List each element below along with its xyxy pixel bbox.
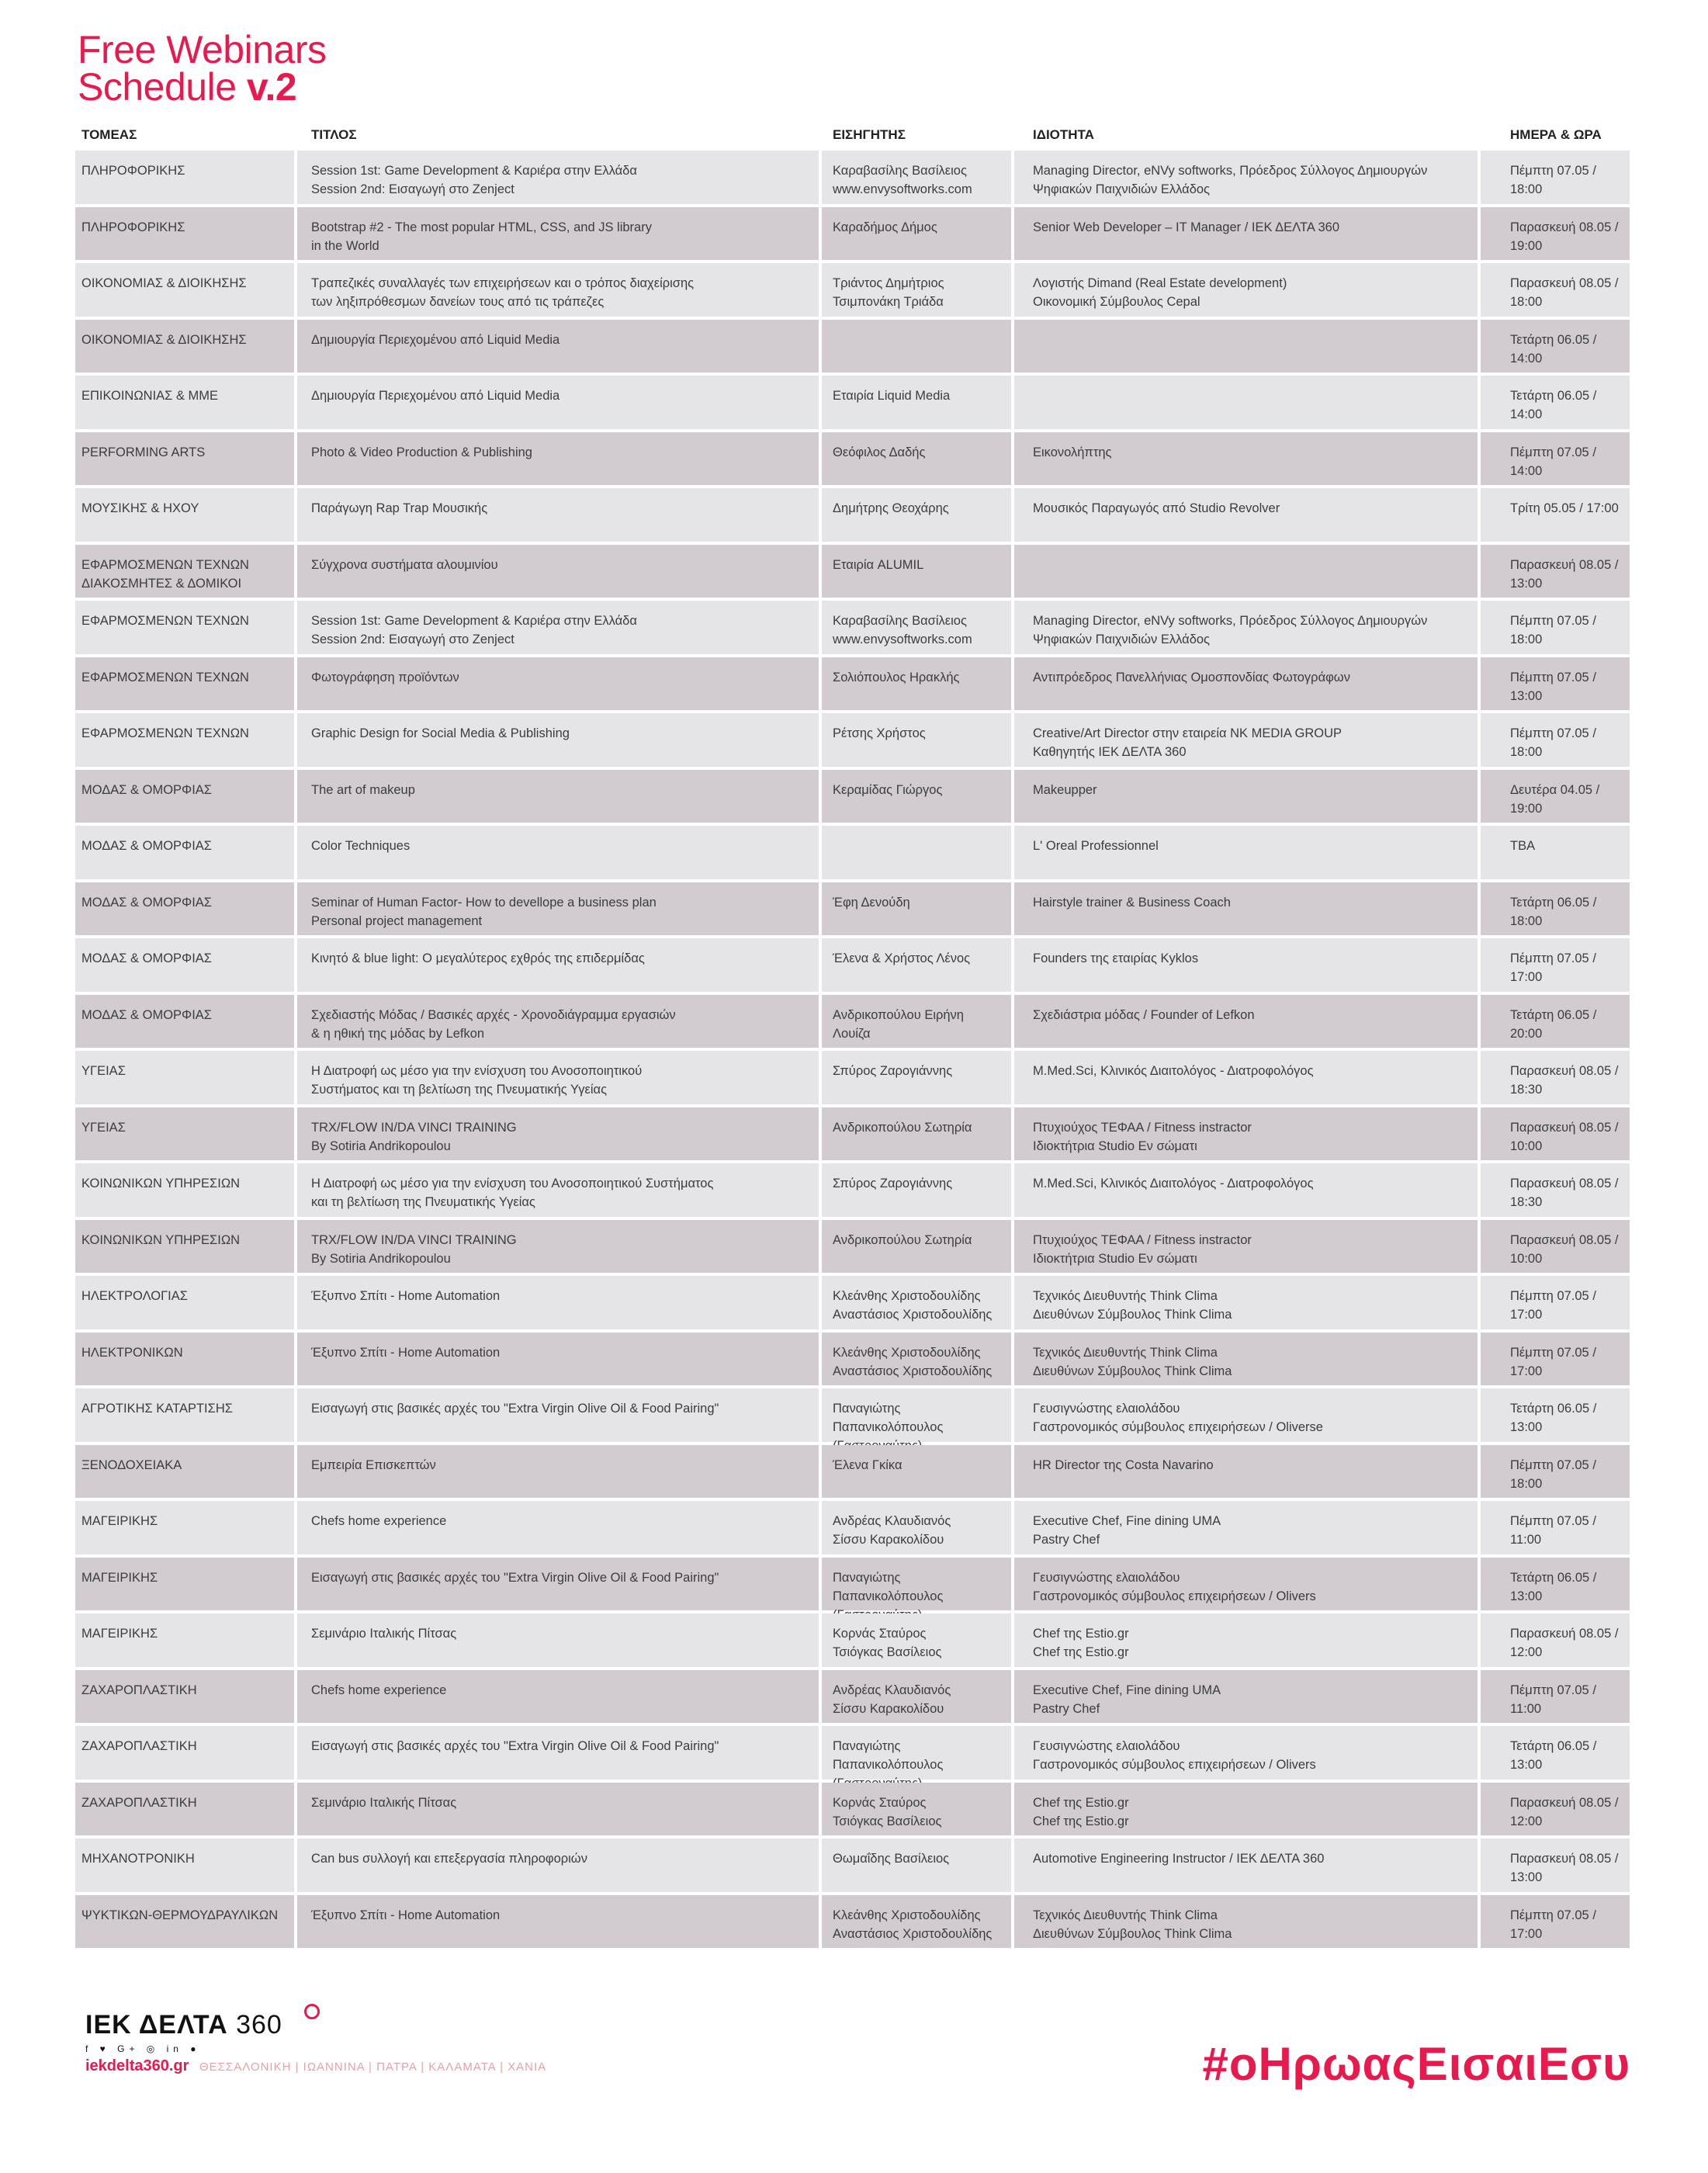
cell-title: Δημιουργία Περιεχομένου από Liquid Media: [297, 376, 819, 429]
table-row: [75, 938, 1630, 995]
table-row: [75, 1670, 1630, 1727]
cell-sector: PERFORMING ARTS: [75, 432, 294, 486]
cell-datetime: Παρασκευή 08.05 / 10:00: [1481, 1107, 1630, 1161]
table-row: [75, 713, 1630, 770]
cell-title: Έξυπνο Σπίτι - Home Automation: [297, 1895, 819, 1949]
cell-datetime: Πέμπτη 07.05 / 14:00: [1481, 432, 1630, 486]
cell-sector: ΕΦΑΡΜΟΣΜΕΝΩΝ ΤΕΧΝΩΝ: [75, 713, 294, 767]
table-row: [75, 1220, 1630, 1277]
cell-role: Executive Chef, Fine dining UMA Pastry Chef: [1014, 1670, 1478, 1724]
cell-role: Μουσικός Παραγωγός από Studio Revolver: [1014, 488, 1478, 542]
cell-speaker: Κεραμίδας Γιώργος: [822, 770, 1011, 823]
table-row: [75, 1839, 1630, 1895]
cell-datetime: Παρασκευή 08.05 / 12:00: [1481, 1783, 1630, 1836]
cell-title: The art of makeup: [297, 770, 819, 823]
cell-datetime: Τετάρτη 06.05 / 20:00: [1481, 995, 1630, 1048]
cell-speaker: Έλενα Γκίκα: [822, 1445, 1011, 1499]
cell-title: Εισαγωγή στις βασικές αρχές του "Extra Virgin Olive Oil & Food Pairing": [297, 1558, 819, 1611]
cell-sector: ΨΥΚΤΙΚΩΝ-ΘΕΡΜΟΥΔΡΑΥΛΙΚΩΝ: [75, 1895, 294, 1949]
cell-role: Αντιπρόεδρος Πανελλήνιας Ομοσπονδίας Φωτογράφων: [1014, 657, 1478, 711]
cell-role: [1014, 320, 1478, 373]
cell-datetime: Τετάρτη 06.05 / 14:00: [1481, 376, 1630, 429]
cell-datetime: Δευτέρα 04.05 / 19:00: [1481, 770, 1630, 823]
cell-role: HR Director της Costa Navarino: [1014, 1445, 1478, 1499]
cell-role: Πτυχιούχος ΤΕΦΑΑ / Fitness instractor Ιδιοκτήτρια Studio Εν σώματι: [1014, 1220, 1478, 1274]
cell-sector: ΜΟΔΑΣ & ΟΜΟΡΦΙΑΣ: [75, 770, 294, 823]
cell-role: Chef της Estio.gr Chef της Estio.gr: [1014, 1783, 1478, 1836]
cell-sector: ΕΦΑΡΜΟΣΜΕΝΩΝ ΤΕΧΝΩΝ: [75, 657, 294, 711]
cell-role: M.Med.Sci, Κλινικός Διαιτολόγος - Διατροφολόγος: [1014, 1051, 1478, 1104]
cell-speaker: Έλενα & Χρήστος Λένος: [822, 938, 1011, 992]
table-row: [75, 1895, 1630, 1952]
cell-speaker: Παναγιώτης Παπανικολόπουλος: [822, 1558, 1011, 1611]
cell-sector: ΖΑΧΑΡΟΠΛΑΣΤΙΚΗ: [75, 1783, 294, 1836]
cell-datetime: Πέμπτη 07.05 / 11:00: [1481, 1501, 1630, 1554]
cell-role: Managing Director, eNVy softworks, Πρόεδρος Σύλλογος Δημιουργών Ψηφιακών Παιχνιδιών Ελλάδος: [1014, 601, 1478, 654]
cell-datetime: Τετάρτη 06.05 / 13:00: [1481, 1726, 1630, 1780]
cell-speaker: Κλεάνθης Χριστοδουλίδης Αναστάσιος Χριστοδουλίδης: [822, 1276, 1011, 1329]
table-row: [75, 1163, 1630, 1220]
table-row: [75, 601, 1630, 657]
cell-datetime: Πέμπτη 07.05 / 11:00: [1481, 1670, 1630, 1724]
cell-datetime: Παρασκευή 08.05 / 13:00: [1481, 545, 1630, 598]
title-line-1: Free Webinars: [78, 28, 327, 71]
table-row: [75, 826, 1630, 882]
cell-role: Creative/Art Director στην εταιρεία NK MEDIA GROUP Καθηγητής ΙΕΚ ΔΕΛΤΑ 360: [1014, 713, 1478, 767]
cell-datetime: Παρασκευή 08.05 / 13:00: [1481, 1839, 1630, 1892]
cell-datetime: Τρίτη 05.05 / 17:00: [1481, 488, 1630, 542]
cell-title: Σεμινάριο Ιταλικής Πίτσας: [297, 1613, 819, 1667]
table-row: [75, 882, 1630, 939]
cell-datetime: Τετάρτη 06.05 / 18:00: [1481, 882, 1630, 936]
cell-title: Εισαγωγή στις βασικές αρχές του "Extra Virgin Olive Oil & Food Pairing": [297, 1388, 819, 1442]
cell-sector: ΟΙΚΟΝΟΜΙΑΣ & ΔΙΟΙΚΗΣΗΣ: [75, 320, 294, 373]
cell-sector: ΜΑΓΕΙΡΙΚΗΣ: [75, 1558, 294, 1611]
cell-role: Founders της εταιρίας Kyklos: [1014, 938, 1478, 992]
cell-datetime: Παρασκευή 08.05 / 18:30: [1481, 1051, 1630, 1104]
cell-title: Έξυπνο Σπίτι - Home Automation: [297, 1333, 819, 1386]
cell-speaker: Καραδήμος Δήμος: [822, 207, 1011, 261]
cell-sector: ΕΦΑΡΜΟΣΜΕΝΩΝ ΤΕΧΝΩΝ ΔΙΑΚΟΣΜΗΤΕΣ & ΔΟΜΙΚΟΙ: [75, 545, 294, 598]
table-row: [75, 1445, 1630, 1502]
cell-speaker: Εταιρία ALUMIL: [822, 545, 1011, 598]
cell-sector: ΚΟΙΝΩΝΙΚΩΝ ΥΠΗΡΕΣΙΩΝ: [75, 1220, 294, 1274]
logo-main: ΙΕΚ ΔΕΛΤΑ: [85, 2010, 228, 2040]
cell-role: Hairstyle trainer & Business Coach: [1014, 882, 1478, 936]
cell-role: Λογιστής Dimand (Real Estate development) Οικονομική Σύμβουλος Cepal: [1014, 263, 1478, 317]
table-row: [75, 432, 1630, 489]
cell-role: Senior Web Developer – IT Manager / ΙΕΚ ΔΕΛΤΑ 360: [1014, 207, 1478, 261]
table-row: [75, 1501, 1630, 1558]
cell-speaker: Καραβασίλης Βασίλειος www.envysoftworks.com: [822, 151, 1011, 204]
cell-title: Photo & Video Production & Publishing: [297, 432, 819, 486]
cell-title: TRX/FLOW IN/DA VINCI TRAINING By Sotiria Andrikopoulou: [297, 1107, 819, 1161]
cell-role: [1014, 545, 1478, 598]
cell-sector: ΕΦΑΡΜΟΣΜΕΝΩΝ ΤΕΧΝΩΝ: [75, 601, 294, 654]
cell-sector: ΕΠΙΚΟΙΝΩΝΙΑΣ & ΜΜΕ: [75, 376, 294, 429]
table-row: [75, 545, 1630, 601]
cell-speaker: Ρέτσης Χρήστος: [822, 713, 1011, 767]
cell-role: Makeupper: [1014, 770, 1478, 823]
header-sector: ΤΟΜΕΑΣ: [81, 127, 137, 142]
cell-speaker: Ανδρικοπούλου Σωτηρία: [822, 1220, 1011, 1274]
cell-title: Seminar of Human Factor- How to devellope a business plan Personal project management: [297, 882, 819, 936]
cell-datetime: Πέμπτη 07.05 / 17:00: [1481, 1895, 1630, 1949]
cell-datetime: Πέμπτη 07.05 / 17:00: [1481, 1333, 1630, 1386]
table-row: [75, 1558, 1630, 1614]
table-row: [75, 1333, 1630, 1389]
table-row: [75, 995, 1630, 1052]
cell-title: Η Διατροφή ως μέσο για την ενίσχυση του Ανοσοποιητικού Συστήματος και τη βελτίωση της Πνευματικής Υγείας: [297, 1163, 819, 1217]
cell-sector: ΜΟΥΣΙΚΗΣ & ΗΧΟΥ: [75, 488, 294, 542]
cell-title: Chefs home experience: [297, 1501, 819, 1554]
cell-title: Δημιουργία Περιεχομένου από Liquid Media: [297, 320, 819, 373]
cell-sector: ΜΑΓΕΙΡΙΚΗΣ: [75, 1613, 294, 1667]
cell-role: Γευσιγνώστης ελαιολάδου Γαστρονομικός σύμβουλος επιχειρήσεων / Olivers: [1014, 1558, 1478, 1611]
cell-speaker: Τριάντος Δημήτριος Τσιμπονάκη Τριάδα: [822, 263, 1011, 317]
cell-role: Τεχνικός Διευθυντής Think Clima Διευθύνων Σύμβουλος Think Clima: [1014, 1895, 1478, 1949]
cell-title: Φωτογράφηση προϊόντων: [297, 657, 819, 711]
footer-website-line: [85, 2057, 546, 2075]
cell-sector: ΜΑΓΕΙΡΙΚΗΣ: [75, 1501, 294, 1554]
cell-datetime: Πέμπτη 07.05 / 18:00: [1481, 151, 1630, 204]
cell-sector: ΜΟΔΑΣ & ΟΜΟΡΦΙΑΣ: [75, 882, 294, 936]
table-row: [75, 376, 1630, 432]
cell-sector: ΖΑΧΑΡΟΠΛΑΣΤΙΚΗ: [75, 1670, 294, 1724]
cell-sector: ΚΟΙΝΩΝΙΚΩΝ ΥΠΗΡΕΣΙΩΝ: [75, 1163, 294, 1217]
cell-title: Κινητό & blue light: Ο μεγαλύτερος εχθρός της επιδερμίδας: [297, 938, 819, 992]
cell-role: Executive Chef, Fine dining UMA Pastry Chef: [1014, 1501, 1478, 1554]
cell-speaker: Καραβασίλης Βασίλειος www.envysoftworks.com: [822, 601, 1011, 654]
cell-speaker: Κλεάνθης Χριστοδουλίδης Αναστάσιος Χριστοδουλίδης: [822, 1895, 1011, 1949]
cell-datetime: Πέμπτη 07.05 / 18:00: [1481, 713, 1630, 767]
header-datetime: ΗΜΕΡΑ & ΩΡΑ: [1510, 127, 1602, 142]
cell-datetime: Παρασκευή 08.05 / 12:00: [1481, 1613, 1630, 1667]
cell-datetime: Τετάρτη 06.05 / 13:00: [1481, 1388, 1630, 1442]
table-row: [75, 263, 1630, 320]
cell-role: [1014, 376, 1478, 429]
cell-sector: ΟΙΚΟΝΟΜΙΑΣ & ΔΙΟΙΚΗΣΗΣ: [75, 263, 294, 317]
cell-speaker: [822, 320, 1011, 373]
cell-speaker: Σολιόπουλος Ηρακλής: [822, 657, 1011, 711]
header-title: ΤΙΤΛΟΣ: [311, 127, 357, 142]
cell-role: Chef της Estio.gr Chef της Estio.gr: [1014, 1613, 1478, 1667]
table-row: [75, 1107, 1630, 1164]
cell-speaker: Σπύρος Ζαρογιάννης: [822, 1163, 1011, 1217]
table-row: [75, 770, 1630, 827]
table-row: [75, 657, 1630, 714]
title-line-2: [78, 65, 326, 109]
logo-dot-icon: [304, 2004, 320, 2019]
title-version: v.2: [246, 65, 297, 109]
table-row: [75, 1051, 1630, 1107]
cell-speaker: Θεόφιλος Δαδής: [822, 432, 1011, 486]
cell-title: Παράγωγη Rap Trap Μουσικής: [297, 488, 819, 542]
cell-title: Σχεδιαστής Μόδας / Βασικές αρχές - Χρονοδιάγραμμα εργασιών & η ηθική της μόδας by Lefkon: [297, 995, 819, 1048]
table-row: [75, 151, 1630, 207]
cell-title: Εμπειρία Επισκεπτών: [297, 1445, 819, 1499]
cell-datetime: Πέμπτη 07.05 / 17:00: [1481, 1276, 1630, 1329]
cell-sector: ΑΓΡΟΤΙΚΗΣ ΚΑΤΑΡΤΙΣΗΣ: [75, 1388, 294, 1442]
table-row: [75, 1783, 1630, 1839]
cell-title: Session 1st: Game Development & Καριέρα στην Ελλάδα Session 2nd: Εισαγωγή στο Zenject: [297, 151, 819, 204]
table-header: [75, 124, 1630, 147]
logo-number: 360: [236, 2010, 282, 2040]
cell-datetime: Παρασκευή 08.05 / 18:00: [1481, 263, 1630, 317]
cell-sector: ΠΛΗΡΟΦΟΡΙΚΗΣ: [75, 207, 294, 261]
cell-datetime: Πέμπτη 07.05 / 17:00: [1481, 938, 1630, 992]
cell-speaker: Δημήτρης Θεοχάρης: [822, 488, 1011, 542]
title-schedule: Schedule: [78, 65, 237, 109]
cell-sector: ΖΑΧΑΡΟΠΛΑΣΤΙΚΗ: [75, 1726, 294, 1780]
cell-speaker: Θωμαΐδης Βασίλειος: [822, 1839, 1011, 1892]
cell-sector: ΜΟΔΑΣ & ΟΜΟΡΦΙΑΣ: [75, 938, 294, 992]
cell-speaker: Κορνάς Σταύρος Τσιόγκας Βασίλειος: [822, 1613, 1011, 1667]
table-row: [75, 207, 1630, 264]
cell-sector: ΥΓΕΙΑΣ: [75, 1051, 294, 1104]
cell-sector: ΗΛΕΚΤΡΟΝΙΚΩΝ: [75, 1333, 294, 1386]
cell-sector: ΜΟΔΑΣ & ΟΜΟΡΦΙΑΣ: [75, 826, 294, 879]
cell-sector: ΠΛΗΡΟΦΟΡΙΚΗΣ: [75, 151, 294, 204]
cell-title: Color Techniques: [297, 826, 819, 879]
cell-speaker: Ανδρέας Κλαυδιανός Σίσσυ Καρακολίδου: [822, 1670, 1011, 1724]
cell-datetime: Πέμπτη 07.05 / 18:00: [1481, 601, 1630, 654]
cell-speaker: [822, 826, 1011, 879]
cell-datetime: Τετάρτη 06.05 / 13:00: [1481, 1558, 1630, 1611]
cell-datetime: Παρασκευή 08.05 / 18:30: [1481, 1163, 1630, 1217]
page-title: [78, 28, 327, 109]
cell-speaker: Κορνάς Σταύρος Τσιόγκας Βασίλειος: [822, 1783, 1011, 1836]
cell-speaker: Έφη Δενούδη: [822, 882, 1011, 936]
cell-title: Έξυπνο Σπίτι - Home Automation: [297, 1276, 819, 1329]
cell-title: Τραπεζικές συναλλαγές των επιχειρήσεων και ο τρόπος διαχείρισης των ληξιπρόθεσμων δανείων τους από τις τράπεζες: [297, 263, 819, 317]
cell-datetime: Πέμπτη 07.05 / 13:00: [1481, 657, 1630, 711]
cell-role: L' Oreal Professionnel: [1014, 826, 1478, 879]
footer-brand: [85, 2010, 546, 2075]
cell-speaker: Ανδρέας Κλαυδιανός Σίσσυ Καρακολίδου: [822, 1501, 1011, 1554]
table-row: [75, 320, 1630, 376]
cell-title: Σεμινάριο Ιταλικής Πίτσας: [297, 1783, 819, 1836]
cell-datetime: TBA: [1481, 826, 1630, 879]
header-role: ΙΔΙΟΤΗΤΑ: [1033, 127, 1094, 142]
cell-role: Γευσιγνώστης ελαιολάδου Γαστρονομικός σύμβουλος επιχειρήσεων / Oliverse: [1014, 1388, 1478, 1442]
cell-speaker: Ανδρικοπούλου Σωτηρία: [822, 1107, 1011, 1161]
table-row: [75, 1388, 1630, 1445]
cell-datetime: Παρασκευή 08.05 / 10:00: [1481, 1220, 1630, 1274]
cell-role: Εικονολήπτης: [1014, 432, 1478, 486]
cell-sector: ΜΟΔΑΣ & ΟΜΟΡΦΙΑΣ: [75, 995, 294, 1048]
cell-sector: ΜΗΧΑΝΟΤΡΟΝΙΚΗ: [75, 1839, 294, 1892]
cell-title: Εισαγωγή στις βασικές αρχές του "Extra Virgin Olive Oil & Food Pairing": [297, 1726, 819, 1780]
campaign-hashtag: #οΗρωαςΕισαιΕσυ: [1202, 2038, 1630, 2090]
cell-datetime: Τετάρτη 06.05 / 14:00: [1481, 320, 1630, 373]
cell-sector: ΥΓΕΙΑΣ: [75, 1107, 294, 1161]
cities-list: ΘΕΣΣΑΛΟΝΙΚΗ | ΙΩΑΝΝΙΝΑ | ΠΑΤΡΑ | ΚΑΛΑΜΑΤΑ | ΧΑΝΙΑ: [199, 2060, 547, 2074]
cell-title: Η Διατροφή ως μέσο για την ενίσχυση του Ανοσοποιητικού Συστήματος και τη βελτίωση της Πνευματικής Υγείας: [297, 1051, 819, 1104]
cell-title: Chefs home experience: [297, 1670, 819, 1724]
table-row: [75, 1276, 1630, 1333]
cell-sector: ΗΛΕΚΤΡΟΛΟΓΙΑΣ: [75, 1276, 294, 1329]
cell-speaker: Παναγιώτης Παπανικολόπουλος: [822, 1726, 1011, 1780]
cell-title: Graphic Design for Social Media & Publishing: [297, 713, 819, 767]
cell-title: Σύγχρονα συστήματα αλουμινίου: [297, 545, 819, 598]
cell-speaker: Κλεάνθης Χριστοδουλίδης Αναστάσιος Χριστοδουλίδης: [822, 1333, 1011, 1386]
table-row: [75, 1726, 1630, 1783]
cell-role: Managing Director, eNVy softworks, Πρόεδρος Σύλλογος Δημιουργών Ψηφιακών Παιχνιδιών Ελλάδος: [1014, 151, 1478, 204]
cell-title: Session 1st: Game Development & Καριέρα στην Ελλάδα Session 2nd: Εισαγωγή στο Zenject: [297, 601, 819, 654]
cell-role: Τεχνικός Διευθυντής Think Clima Διευθύνων Σύμβουλος Think Clima: [1014, 1276, 1478, 1329]
cell-speaker: Σπύρος Ζαρογιάννης: [822, 1051, 1011, 1104]
cell-title: Can bus συλλογή και επεξεργασία πληροφοριών: [297, 1839, 819, 1892]
cell-sector: ΞΕΝΟΔΟΧΕΙΑΚΑ: [75, 1445, 294, 1499]
cell-role: Πτυχιούχος ΤΕΦΑΑ / Fitness instractor Ιδιοκτήτρια Studio Εν σώματι: [1014, 1107, 1478, 1161]
header-speaker: ΕΙΣΗΓΗΤΗΣ: [833, 127, 906, 142]
cell-datetime: Παρασκευή 08.05 / 19:00: [1481, 207, 1630, 261]
table-row: [75, 488, 1630, 545]
website-link[interactable]: iekdelta360.gr: [85, 2057, 189, 2074]
schedule-table: [75, 151, 1630, 1951]
cell-speaker: Εταιρία Liquid Media: [822, 376, 1011, 429]
cell-role: Τεχνικός Διευθυντής Think Clima Διευθύνων Σύμβουλος Think Clima: [1014, 1333, 1478, 1386]
cell-speaker: Παναγιώτης Παπανικολόπουλος: [822, 1388, 1011, 1442]
cell-role: Automotive Engineering Instructor / ΙΕΚ ΔΕΛΤΑ 360: [1014, 1839, 1478, 1892]
cell-title: Bootstrap #2 - The most popular HTML, CSS, and JS library in the World: [297, 207, 819, 261]
table-row: [75, 1613, 1630, 1670]
cell-role: Σχεδιάστρια μόδας / Founder of Lefkon: [1014, 995, 1478, 1048]
social-icons[interactable]: f ♥ G+ ◎ in ●: [85, 2043, 201, 2054]
cell-title: TRX/FLOW IN/DA VINCI TRAINING By Sotiria Andrikopoulou: [297, 1220, 819, 1274]
cell-datetime: Πέμπτη 07.05 / 18:00: [1481, 1445, 1630, 1499]
cell-role: M.Med.Sci, Κλινικός Διαιτολόγος - Διατροφολόγος: [1014, 1163, 1478, 1217]
cell-speaker: Ανδρικοπούλου Ειρήνη Λουίζα: [822, 995, 1011, 1048]
cell-role: Γευσιγνώστης ελαιολάδου Γαστρονομικός σύμβουλος επιχειρήσεων / Olivers: [1014, 1726, 1478, 1780]
